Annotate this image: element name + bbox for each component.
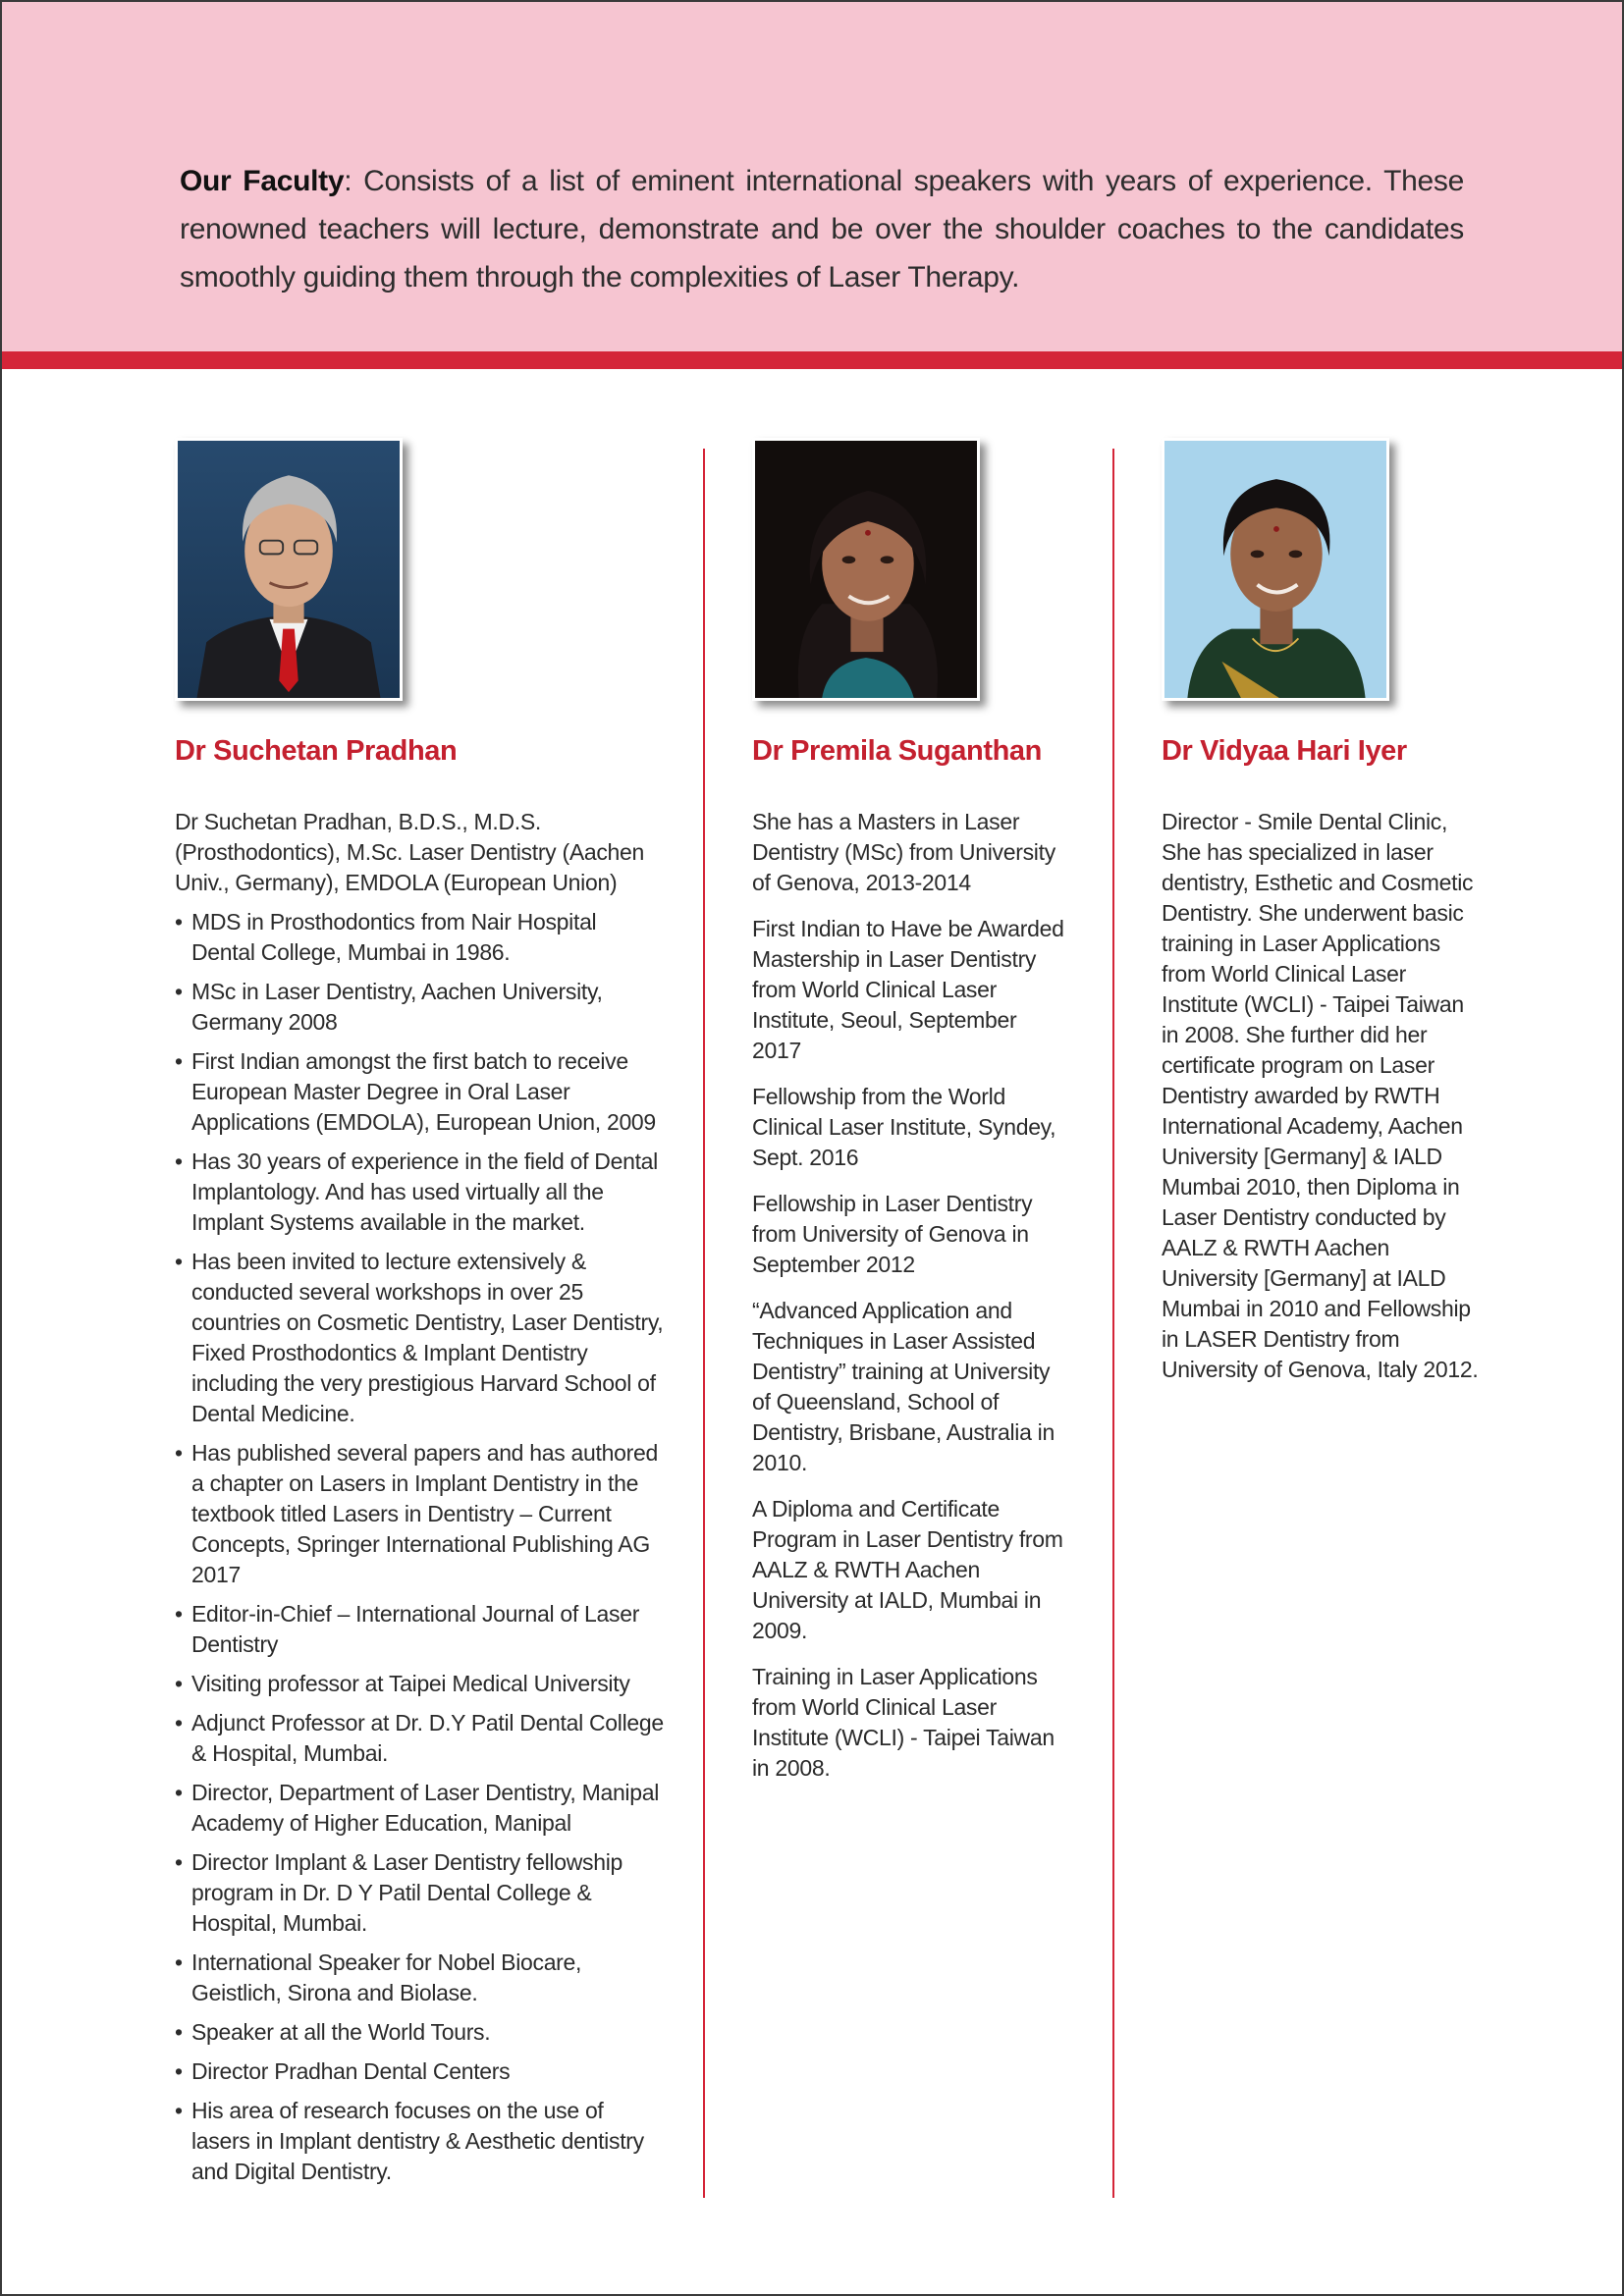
credential-item: • MDS in Prosthodontics from Nair Hospital Dental College, Mumbai in 1986. [175,907,666,968]
credential-item: • Director Pradhan Dental Centers [175,2056,666,2087]
faculty-intro-text: : Consists of a list of eminent international speakers with years of experience. These renowned teachers will lecture, demonstrate and be over the shoulder coaches to the candidates smoothly guiding them through the complexities of Laser Therapy. [180,165,1464,294]
faculty-name: Dr Premila Suganthan [752,735,1042,767]
faculty-intro-lead: Our Faculty [180,165,345,197]
credential-item: • Visiting professor at Taipei Medical University [175,1669,666,1699]
faculty-card [175,438,666,2196]
column-divider [703,449,705,2198]
column-divider [1112,449,1114,2198]
credential-paragraph: Training in Laser Applications from World Clinical Laser Institute (WCLI) - Taipei Taiwan in 2008. [752,1664,1055,1781]
credential-item: • First Indian amongst the first batch to receive European Master Degree in Oral Laser Applications (EMDOLA), European Union, 2009 [175,1046,666,1138]
credential-item: • Editor-in-Chief – International Journal of Laser Dentistry [175,1599,666,1660]
faculty-summary: Dr Suchetan Pradhan, B.D.S., M.D.S. (Prosthodontics), M.Sc. Laser Dentistry (Aachen Univ., Germany), EMDOLA (European Union) [175,809,645,895]
credential-paragraph: Fellowship in Laser Dentistry from University of Genova in September 2012 [752,1191,1033,1277]
faculty-photo [752,438,980,701]
credential-item: • Has been invited to lecture extensively & conducted several workshops in over 25 countries on Cosmetic Dentistry, Laser Dentistry, Fixed Prosthodontics & Implant Dentistry including the very prestigious Harvard School of Dental Medicine. [175,1247,666,1429]
credential-paragraph: “Advanced Application and Techniques in Laser Assisted Dentistry” training at University of Queensland, School of Dentistry, Brisbane, Australia in 2010. [752,1298,1055,1475]
credential-item: • His area of research focuses on the use of lasers in Implant dentistry & Aesthetic dentistry and Digital Dentistry. [175,2096,666,2187]
faculty-name: Dr Suchetan Pradhan [175,735,458,767]
credential-item: • Has 30 years of experience in the field of Dental Implantology. And has used virtually all the Implant Systems available in the market. [175,1147,666,1238]
header-stripe [0,351,1624,369]
credential-item: • Adjunct Professor at Dr. D.Y Patil Dental College & Hospital, Mumbai. [175,1708,666,1769]
credential-paragraph: She has a Masters in Laser Dentistry (MSc) from University of Genova, 2013-2014 [752,809,1056,895]
faculty-card [752,438,1071,1799]
credential-item: • Director, Department of Laser Dentistry, Manipal Academy of Higher Education, Manipal [175,1778,666,1839]
credential-list [175,907,666,2187]
faculty-photo [1162,438,1389,701]
credential-item: • Has published several papers and has authored a chapter on Lasers in Implant Dentistry in the textbook titled Lasers in Dentistry – Current Concepts, Springer International Publishing AG 2017 [175,1438,666,1590]
faculty-intro [180,157,1464,301]
credential-item: • Director Implant & Laser Dentistry fellowship program in Dr. D Y Patil Dental College & Hospital, Mumbai. [175,1847,666,1939]
credential-item: • Speaker at all the World Tours. [175,2017,666,2048]
faculty-card [1162,438,1486,1401]
credential-paragraph: A Diploma and Certificate Program in Laser Dentistry from AALZ & RWTH Aachen University at IALD, Mumbai in 2009. [752,1496,1063,1643]
credential-paragraph: Fellowship from the World Clinical Laser Institute, Syndey, Sept. 2016 [752,1084,1056,1170]
credential-paragraph: First Indian to Have be Awarded Mastership in Laser Dentistry from World Clinical Laser Institute, Seoul, September 2017 [752,916,1064,1063]
credential-paragraph: Director - Smile Dental Clinic, She has specialized in laser dentistry, Esthetic and Cosmetic Dentistry. She underwent basic training in Laser Applications from World Clinical Laser Institute (WCLI) - Taipei Taiwan in 2008. She further did her certificate program on Laser Dentistry awarded by RWTH International Academy, Aachen University [Germany] & IALD Mumbai 2010, then Diploma in Laser Dentistry conducted by AALZ & RWTH Aachen University [Germany] at IALD Mumbai in 2010 and Fellowship in LASER Dentistry from University of Genova, Italy 2012. [1162,809,1479,1382]
faculty-photo [175,438,403,701]
credential-item: • MSc in Laser Dentistry, Aachen University, Germany 2008 [175,977,666,1038]
credential-item: • International Speaker for Nobel Biocare, Geistlich, Sirona and Biolase. [175,1948,666,2008]
faculty-name: Dr Vidyaa Hari Iyer [1162,735,1407,767]
